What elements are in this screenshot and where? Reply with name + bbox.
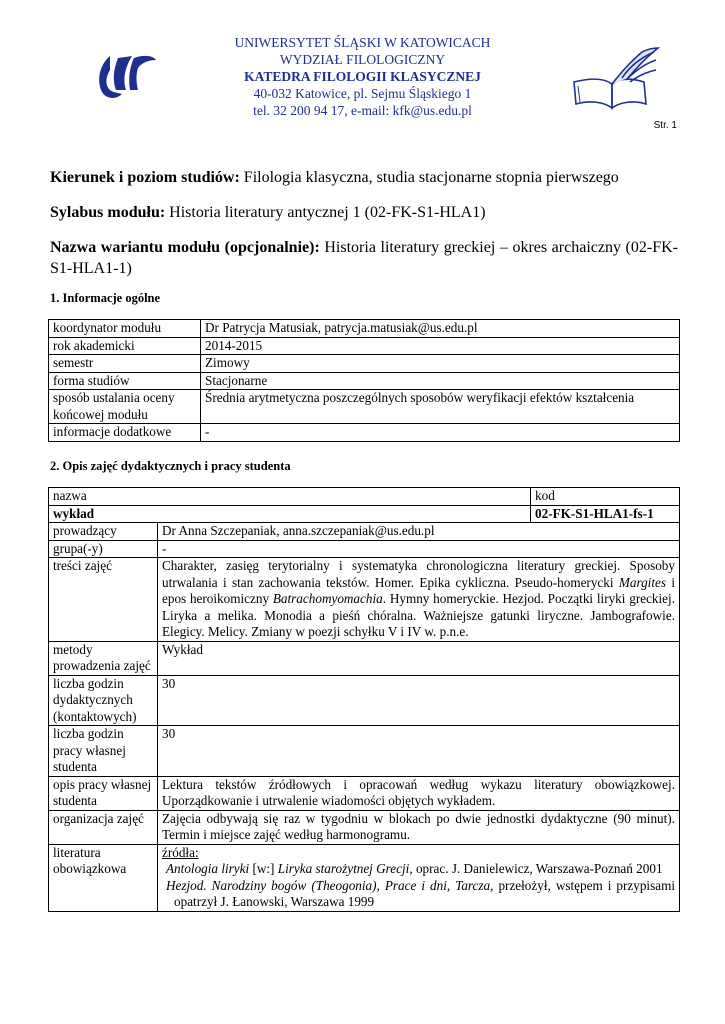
course-description-table: [48, 487, 680, 912]
row-label: forma studiów: [49, 372, 201, 390]
row-label: prowadzący: [49, 523, 158, 541]
department-name: KATEDRA FILOLOGII KLASYCZNEJ: [244, 69, 481, 84]
faculty-name: WYDZIAŁ FILOLOGICZNY: [279, 52, 446, 67]
table-row: [49, 558, 680, 642]
table-row: [49, 726, 680, 777]
row-label: treści zajęć: [49, 558, 158, 642]
row-label: organizacja zajęć: [49, 810, 158, 844]
syllabus-label: Sylabus modułu:: [50, 204, 166, 221]
row-label: liczba godzin pracy własnej studenta: [49, 726, 158, 777]
page-number: Str. 1: [653, 120, 677, 131]
row-label: koordynator modułu: [49, 320, 201, 338]
section1-heading: 1. Informacje ogólne: [50, 291, 161, 305]
row-value: 2014-2015: [201, 337, 680, 355]
list-item: Antologia liryki [w:] Liryka starożytnej Grecji, oprac. J. Danielewicz, Warszawa-Poznań 2001: [166, 861, 663, 876]
course-code: 02-FK-S1-HLA1-fs-1: [531, 505, 680, 523]
table-row: [49, 540, 680, 558]
table-row: [49, 355, 680, 373]
row-label: opis pracy własnej studenta: [49, 776, 158, 810]
section2-heading: 2. Opis zajęć dydaktycznych i pracy studenta: [50, 459, 291, 473]
book-wings-logo-icon: [568, 44, 664, 119]
row-value: -: [201, 424, 680, 442]
address: 40-032 Katowice, pl. Sejmu Śląskiego 1: [253, 86, 472, 101]
table-row: [49, 776, 680, 810]
syllabus-line: [50, 202, 678, 223]
row-label: liczba godzin dydaktycznych (kontaktowych): [49, 675, 158, 726]
row-label: rok akademicki: [49, 337, 201, 355]
literature-list: [158, 844, 680, 911]
row-value: Stacjonarne: [201, 372, 680, 390]
row-value: 30: [158, 675, 680, 726]
row-label: literatura obowiązkowa: [49, 844, 158, 911]
general-info-table: [48, 319, 680, 442]
contact: tel. 32 200 94 17, e-mail: kfk@us.edu.pl: [253, 103, 472, 118]
table-row: [49, 505, 680, 523]
sources-heading: źródła:: [162, 844, 199, 860]
row-label: semestr: [49, 355, 201, 373]
row-value: Dr Anna Szczepaniak, anna.szczepaniak@us.edu.pl: [158, 523, 680, 541]
table-row: [49, 390, 680, 424]
list-item: Hezjod. Narodziny bogów (Theogonia), Prace i dni, Tarcza, przełożył, wstępem i przypisami opatrzył J. Łanowski, Warszawa 1999: [166, 877, 675, 909]
course-content: Charakter, zasięg terytorialny i systematyka chronologiczna literatury greckiej. Sposoby utrwalania i stan zachowania tekstów. Homer. Epika cykliczna. Pseudo-homerycki Margites i epos heroikomiczny Batrachomyomachia. Hymny homeryckie. Hezjod. Początki liryki greckiej. Liryka a melika. Monodia a pieśń chóralna. Ważniejsze gatunki liryczne. Jambografowie. Elegicy. Melicy. Zmiany w poezji schyłku V i IV w. p.n.e.: [158, 558, 680, 642]
row-value: Zajęcia odbywają się raz w tygodniu w blokach po dwie jednostki dydaktyczne (90 minut). Termin i miejsce zajęć według harmonogramu.: [158, 810, 680, 844]
code-header: kod: [531, 488, 680, 506]
row-label: metody prowadzenia zajęć: [49, 641, 158, 675]
row-value: Dr Patrycja Matusiak, patrycja.matusiak@us.edu.pl: [201, 320, 680, 338]
syllabus-value: Historia literatury antycznej 1 (02-FK-S1-HLA1): [169, 204, 486, 221]
row-value: Lektura tekstów źródłowych i opracowań według wykazu literatury obowiązkowej. Uporządkowanie i utrwalenie wiadomości objętych wykładem.: [158, 776, 680, 810]
row-value: -: [158, 540, 680, 558]
study-field-line: [50, 167, 678, 188]
table-row: [49, 320, 680, 338]
table-row: [49, 810, 680, 844]
row-value: Zimowy: [201, 355, 680, 373]
variant-line: [50, 237, 678, 279]
row-label: sposób ustalania oceny końcowej modułu: [49, 390, 201, 424]
row-value: 30: [158, 726, 680, 777]
table-row: [49, 641, 680, 675]
row-label: informacje dodatkowe: [49, 424, 201, 442]
table-row: [49, 844, 680, 911]
course-name: wykład: [49, 505, 531, 523]
study-field-label: Kierunek i poziom studiów:: [50, 169, 240, 186]
university-name: UNIWERSYTET ŚLĄSKI W KATOWICACH: [234, 35, 491, 50]
variant-value: Historia literatury greckiej – okres archaiczny (02-FK-S1-HLA1-1): [50, 239, 678, 277]
table-row: [49, 424, 680, 442]
table-row: [49, 523, 680, 541]
row-value: Średnia arytmetyczna poszczególnych sposobów weryfikacji efektów kształcenia: [201, 390, 680, 424]
study-field-value: Filologia klasyczna, studia stacjonarne stopnia pierwszego: [243, 169, 619, 186]
table-row: [49, 488, 680, 506]
name-header: nazwa: [49, 488, 531, 506]
variant-label: Nazwa wariantu modułu (opcjonalnie):: [50, 239, 320, 256]
row-value: Wykład: [158, 641, 680, 675]
table-row: [49, 372, 680, 390]
table-row: [49, 675, 680, 726]
row-label: grupa(-y): [49, 540, 158, 558]
table-row: [49, 337, 680, 355]
